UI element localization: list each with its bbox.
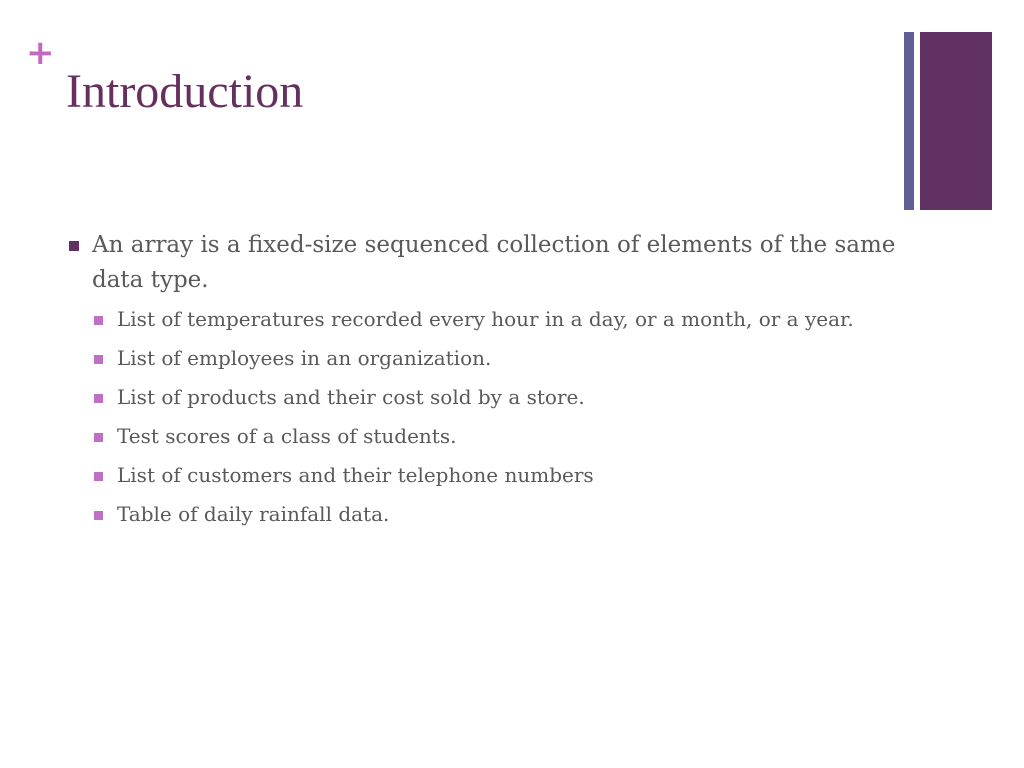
sub-bullet-item bbox=[66, 499, 906, 530]
sub-bullet-item bbox=[66, 382, 906, 413]
accent-bar-thick bbox=[920, 32, 992, 210]
slide-title: Introduction bbox=[66, 65, 304, 118]
square-bullet-icon bbox=[94, 355, 103, 364]
sub-bullet-item bbox=[66, 421, 906, 452]
slide-body bbox=[66, 228, 906, 538]
square-bullet-icon bbox=[94, 472, 103, 481]
square-bullet-icon bbox=[94, 394, 103, 403]
sub-bullet-text: Test scores of a class of students. bbox=[117, 424, 457, 448]
sub-bullet-item bbox=[66, 304, 906, 335]
bullet-text: An array is a fixed-size sequenced collection of elements of the same data type. bbox=[92, 232, 896, 293]
sub-bullet-text: Table of daily rainfall data. bbox=[117, 502, 390, 526]
sub-bullet-text: List of customers and their telephone numbers bbox=[117, 463, 594, 487]
square-bullet-icon bbox=[94, 433, 103, 442]
accent-bar-thin bbox=[904, 32, 914, 210]
sub-bullet-text: List of products and their cost sold by a store. bbox=[117, 385, 585, 409]
square-bullet-icon bbox=[69, 241, 79, 251]
sub-bullet-item bbox=[66, 460, 906, 491]
sub-bullet-text: List of temperatures recorded every hour in a day, or a month, or a year. bbox=[117, 307, 854, 331]
square-bullet-icon bbox=[94, 316, 103, 325]
plus-icon: + bbox=[26, 33, 55, 73]
bullet-item bbox=[66, 228, 906, 298]
sub-bullet-item bbox=[66, 343, 906, 374]
square-bullet-icon bbox=[94, 511, 103, 520]
sub-bullet-text: List of employees in an organization. bbox=[117, 346, 492, 370]
